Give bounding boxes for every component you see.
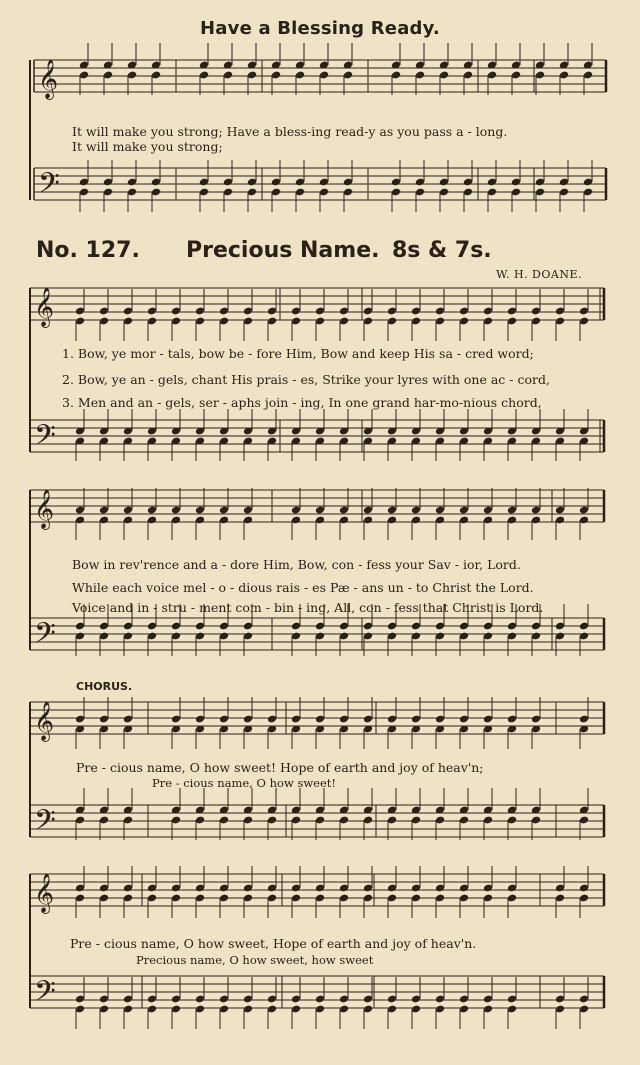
- hymn-meter: 8s & 7s.: [392, 238, 492, 263]
- verse-1-line-2: Bow in rev'rence and a - dore Him, Bow, con - fess your Sav - ior, Lord.: [72, 557, 521, 572]
- verse-3-line-1: 3. Men and an - gels, ser - aphs join - ing, In one grand har-mo-nious chord,: [62, 395, 542, 410]
- chorus-line-2-echo: Precious name, O how sweet, how sweet: [136, 953, 374, 967]
- chorus-label: CHORUS.: [76, 680, 133, 693]
- verse-3-line-2: Voice and in - stru - ment com - bin - ing, All, con - fess that Christ is Lord.: [72, 600, 544, 615]
- bass-clef: 𝄢: [34, 975, 56, 1015]
- chorus-line-1-echo: Pre - cious name, O how sweet!: [152, 776, 337, 790]
- hymn-title: Precious Name.: [186, 238, 380, 263]
- verse-1-line-1: 1. Bow, ye mor - tals, bow be - fore Him, Bow and keep His sa - cred word;: [62, 346, 534, 361]
- bass-clef: 𝄢: [34, 419, 56, 459]
- treble-clef: 𝄞: [34, 287, 55, 327]
- treble-clef: 𝄞: [38, 59, 59, 99]
- chorus-line-2: Pre - cious name, O how sweet, Hope of earth and joy of heav'n.: [70, 936, 477, 951]
- verse-2-line-2: While each voice mel - o - dious rais - es Pæ - ans un - to Christ the Lord.: [72, 580, 534, 595]
- treble-clef: 𝄞: [34, 701, 55, 741]
- treble-clef: 𝄞: [34, 873, 55, 913]
- verse-2-line-1: 2. Bow, ye an - gels, chant His prais - es, Strike your lyres with one ac - cord,: [62, 372, 550, 387]
- composer-credit: W. H. DOANE.: [496, 268, 582, 281]
- treble-clef: 𝄞: [34, 489, 55, 529]
- hymn-number: No. 127.: [36, 238, 140, 263]
- bass-clef: 𝄢: [34, 617, 56, 657]
- previous-hymn-title: Have a Blessing Ready.: [200, 18, 440, 39]
- chorus-line-1: Pre - cious name, O how sweet! Hope of earth and joy of heav'n;: [76, 760, 484, 775]
- lyric-line: It will make you strong; Have a bless-ing read-y as you pass a - long.: [72, 124, 508, 139]
- bass-clef: 𝄢: [34, 804, 56, 844]
- lyric-line: It will make you strong;: [72, 139, 223, 154]
- bass-clef: 𝄢: [38, 167, 60, 207]
